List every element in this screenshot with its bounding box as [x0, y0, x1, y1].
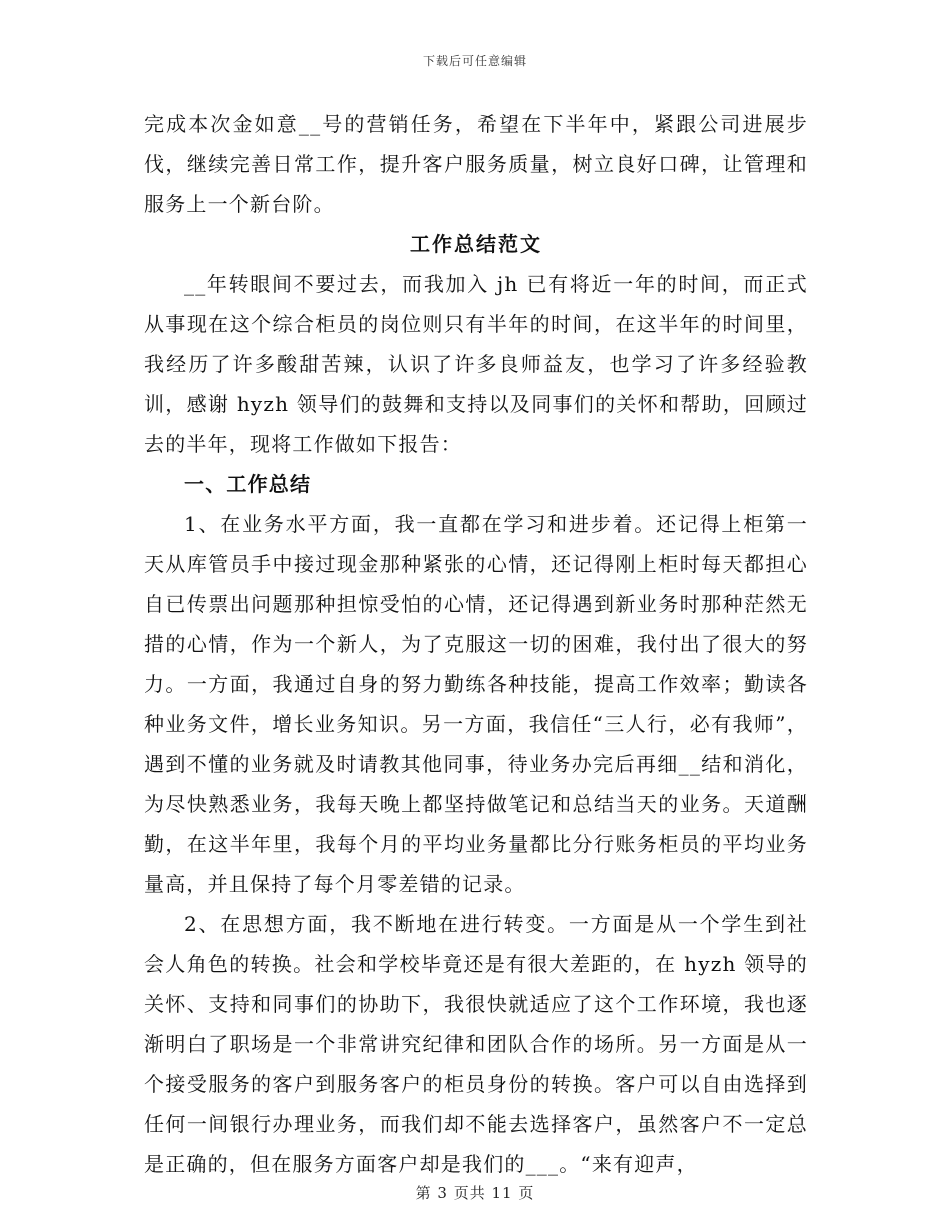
paragraph-3: 2、在思想方面，我不断地在进行转变。一方面是从一个学生到社会人角色的转换。社会和学校毕竟还是有很大差距的，在 hyzh 领导的关怀、支持和同事们的协助下，我很快就适应了这个工作环境，我也逐渐明白了职场是一个非常讲究纪律和团队合作的场所。另一方面是从一个接受服务的客户到服务客户的柜员身份的转换。客户可以自由选择到任何一间银行办理业务，而我们却不能去选择客户，虽然客户不一定总是正确的，但在服务方面客户却是我们的___。“来有迎声， — [144, 912, 808, 1176]
paragraph-1: __年转眼间不要过去，而我加入 jh 已有将近一年的时间，而正式从事现在这个综合柜员的岗位则只有半年的时间，在这半年的时间里，我经历了许多酸甜苦辣，认识了许多良师益友，也学习了许多经验教训，感谢 hyzh 领导们的鼓舞和支持以及同事们的关怀和帮助，回顾过去的半年，现将工作做如下报告： — [144, 272, 808, 456]
page-header: 下载后可任意编辑 — [422, 54, 527, 68]
section-heading: 一、工作总结 — [184, 472, 312, 496]
document-body — [144, 104, 808, 1184]
intro-paragraph: 完成本次金如意__号的营销任务，希望在下半年中，紧跟公司进展步伐，继续完善日常工作，提升客户服务质量，树立良好口碑，让管理和服务上一个新台阶。 — [144, 112, 808, 216]
paragraph-2: 1、在业务水平方面，我一直都在学习和进步着。还记得上柜第一天从库管员手中接过现金那种紧张的心情，还记得刚上柜时每天都担心自已传票出问题那种担惊受怕的心情，还记得遇到新业务时那种茫然无措的心情，作为一个新人，为了克服这一切的困难，我付出了很大的努力。一方面，我通过自身的努力勤练各种技能，提高工作效率；勤读各种业务文件，增长业务知识。另一方面，我信任“三人行，必有我师”，遇到不懂的业务就及时请教其他同事，待业务办完后再细__结和消化，为尽快熟悉业务，我每天晚上都坚持做笔记和总结当天的业务。天道酬勤，在这半年里，我每个月的平均业务量都比分行账务柜员的平均业务量高，并且保持了每个月零差错的记录。 — [144, 512, 808, 896]
page-footer: 第 3 页共 11 页 — [415, 1184, 535, 1202]
document-title: 工作总结范文 — [410, 232, 542, 256]
